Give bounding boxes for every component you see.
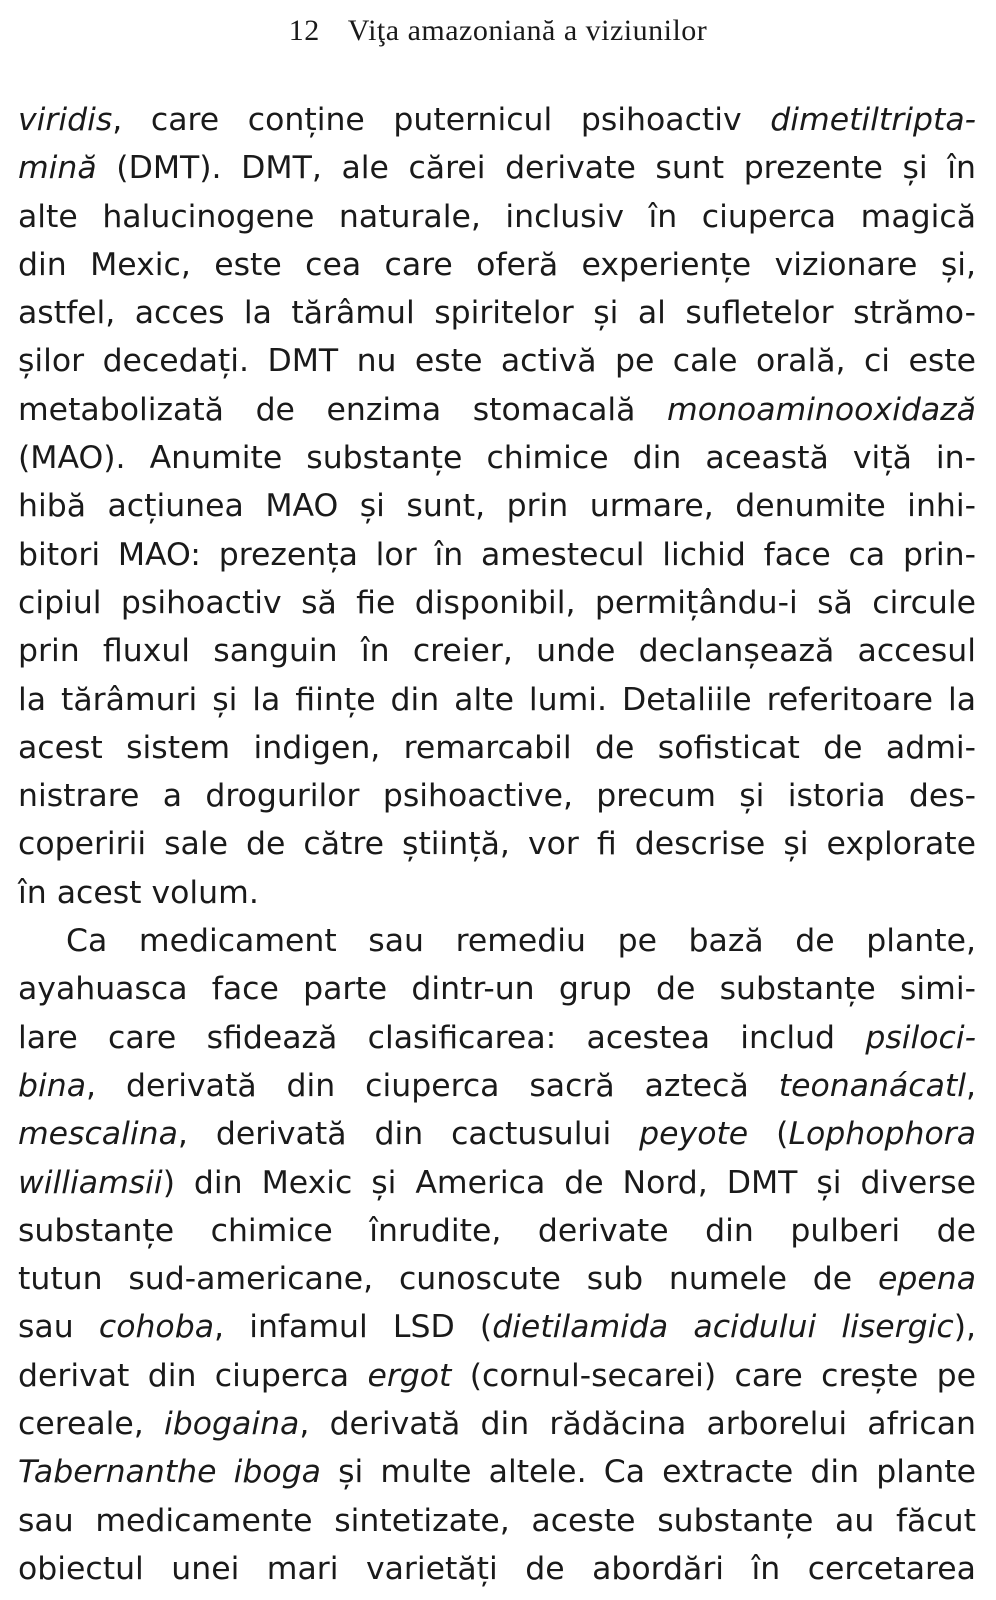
text-line: șilor decedați. DMT nu este activă pe cale orală, ci este: [18, 343, 976, 380]
text-line: sau medicamente sintetizate, aceste substanțe au făcut: [18, 1502, 976, 1539]
text-line: mescalina, derivată din cactusului peyote (Lophophora: [18, 1116, 976, 1153]
text-line: la tărâmuri și la ființe din alte lumi. Detaliile referitoare la: [18, 681, 976, 718]
text-line: nistrare a drogurilor psihoactive, precum și istoria des-: [18, 778, 976, 815]
text-line: derivat din ciuperca ergot (cornul-secarei) care crește pe: [18, 1357, 976, 1394]
text-line: mină (DMT). DMT, ale cărei derivate sunt prezente și în: [18, 150, 976, 187]
text-line: acest sistem indigen, remarcabil de sofisticat de admi-: [18, 729, 976, 766]
text-line: alte halucinogene naturale, inclusiv în ciuperca magică: [18, 198, 976, 235]
text-line: Tabernanthe iboga și multe altele. Ca extracte din plante: [18, 1454, 976, 1491]
text-line: hibă acțiunea MAO și sunt, prin urmare, denumite inhi-: [18, 488, 976, 525]
page-body: [18, 96, 976, 1593]
text-line: Ca medicament sau remediu pe bază de plante,: [66, 923, 976, 960]
page-number: 12: [288, 14, 320, 47]
text-line: bitori MAO: prezența lor în amestecul lichid face ca prin-: [18, 536, 976, 573]
text-line: din Mexic, este cea care oferă experiențe vizionare și,: [18, 246, 976, 283]
text-line: williamsii) din Mexic și America de Nord, DMT și diverse: [18, 1164, 976, 1201]
text-line: (MAO). Anumite substanțe chimice din această viță in-: [18, 440, 976, 477]
text-line: tutun sud-americane, cunoscute sub numele de epena: [18, 1261, 976, 1298]
paragraph-1: [18, 96, 976, 917]
text-line: ayahuasca face parte dintr-un grup de substanțe simi-: [18, 971, 976, 1008]
text-line: astfel, acces la tărâmul spiritelor și al sufletelor strămo-: [18, 295, 976, 332]
paragraph-2: [18, 917, 976, 1593]
text-line: metabolizată de enzima stomacală monoaminooxidază: [18, 391, 976, 428]
text-line: sau cohoba, infamul LSD (dietilamida acidului lisergic),: [18, 1309, 976, 1346]
book-title: Viţa amazoniană a viziunilor: [347, 14, 708, 47]
text-line: în acest volum.: [18, 874, 259, 911]
text-line: bina, derivată din ciuperca sacră aztecă teonanácatl,: [18, 1067, 976, 1104]
text-line: substanțe chimice înrudite, derivate din pulberi de: [18, 1212, 976, 1249]
text-line: lare care sfidează clasificarea: acestea includ psiloci-: [18, 1019, 976, 1056]
text-line: cereale, ibogaina, derivată din rădăcina arborelui african: [18, 1406, 976, 1443]
text-line: prin fluxul sanguin în creier, unde declanșează accesul: [18, 633, 976, 670]
text-line: viridis, care conține puternicul psihoactiv dimetiltripta-: [18, 102, 976, 138]
text-line: coperirii sale de către știință, vor fi descrise și explorate: [18, 826, 976, 863]
running-head: [0, 14, 996, 48]
text-line: cipiul psihoactiv să fie disponibil, permițându-i să circule: [18, 584, 976, 621]
text-line: obiectul unei mari varietăți de abordări în cercetarea: [18, 1550, 976, 1587]
